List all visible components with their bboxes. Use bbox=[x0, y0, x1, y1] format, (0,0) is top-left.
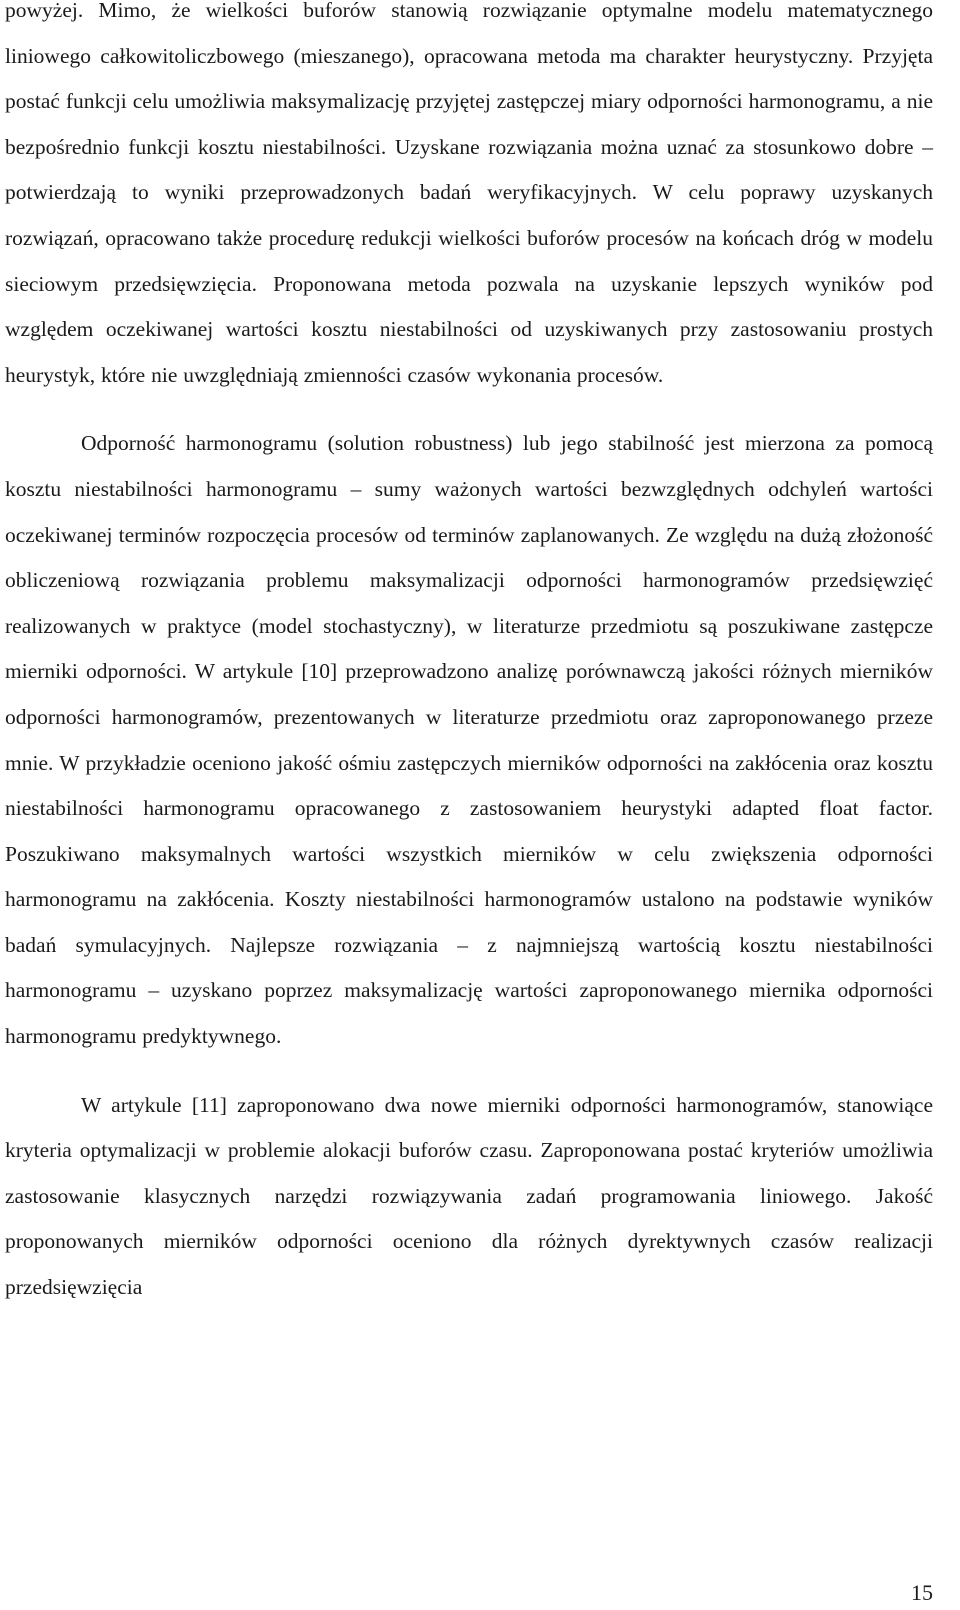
paragraph-continuation: powyżej. Mimo, że wielkości buforów stanowią rozwiązanie optymalne modelu matematycznego liniowego całkowitoliczbowego (mieszanego), opracowana metoda ma charakter heurystyczny. Przyjęta postać funkcji celu umożliwia maksymalizację przyjętej zastępczej miary odporności harmonogramu, a nie bezpośrednio funkcji kosztu niestabilności. Uzyskane rozwiązania można uznać za stosunkowo dobre – potwierdzają to wyniki przeprowadzonych badań weryfikacyjnych. W celu poprawy uzyskanych rozwiązań, opracowano także procedurę redukcji wielkości buforów procesów na końcach dróg w modelu sieciowym przedsięwzięcia. Proponowana metoda pozwala na uzyskanie lepszych wyników pod względem oczekiwanej wartości kosztu niestabilności od uzyskiwanych przy zastosowaniu prostych heurystyk, które nie uwzględniają zmienności czasów wykonania procesów. bbox=[5, 0, 933, 387]
paragraph-article-11: W artykule [11] zaproponowano dwa nowe mierniki odporności harmonogramów, stanowiące kryteria optymalizacji w problemie alokacji buforów czasu. Zaproponowana postać kryteriów umożliwia zastosowanie klasycznych narzędzi rozwiązywania zadań programowania liniowego. Jakość proponowanych mierników odporności oceniono dla różnych dyrektywnych czasów realizacji przedsięwzięcia bbox=[5, 1092, 933, 1300]
page-number: 15 bbox=[911, 1580, 933, 1605]
document-page bbox=[5, 0, 933, 1311]
paragraph-solution-robustness: Odporność harmonogramu (solution robustness) lub jego stabilność jest mierzona za pomocą kosztu niestabilności harmonogramu – sumy ważonych wartości bezwzględnych odchyleń wartości oczekiwanej terminów rozpoczęcia procesów od terminów zaplanowanych. Ze względu na dużą złożoność obliczeniową rozwiązania problemu maksymalizacji odporności harmonogramów przedsięwzięć realizowanych w praktyce (model stochastyczny), w literaturze przedmiotu są poszukiwane zastępcze mierniki odporności. W artykule [10] przeprowadzono analizę porównawczą jakości różnych mierników odporności harmonogramów, prezentowanych w literaturze przedmiotu oraz zaproponowanego przeze mnie. W przykładzie oceniono jakość ośmiu zastępczych mierników odporności na zakłócenia oraz kosztu niestabilności harmonogramu opracowanego z zastosowaniem heurystyki adapted float factor. Poszukiwano maksymalnych wartości wszystkich mierników w celu zwiększenia odporności harmonogramu na zakłócenia. Koszty niestabilności harmonogramów ustalono na podstawie wyników badań symulacyjnych. Najlepsze rozwiązania – z najmniejszą wartością kosztu niestabilności harmonogramu – uzyskano poprzez maksymalizację wartości zaproponowanego miernika odporności harmonogramu predyktywnego. bbox=[5, 431, 933, 1049]
